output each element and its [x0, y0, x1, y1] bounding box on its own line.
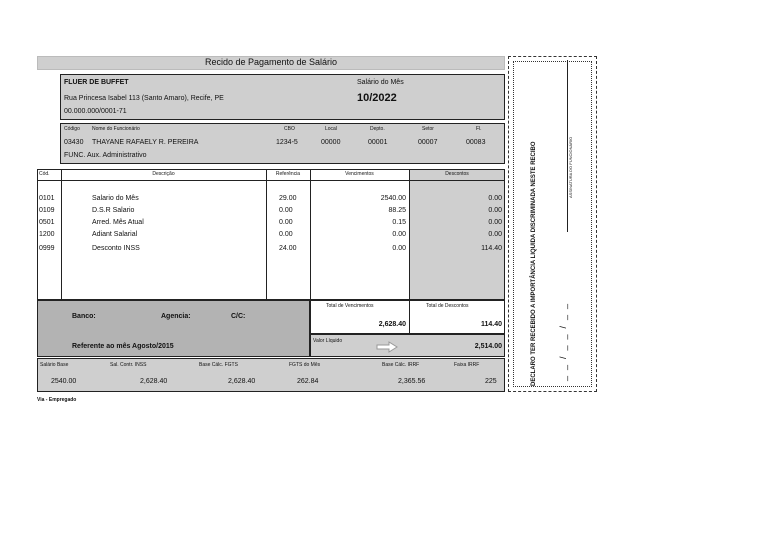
footer-box [37, 358, 505, 392]
company-cnpj: 00.000.000/0001-71 [64, 108, 127, 115]
sal-contr-inss-label: Sal. Contr. INSS [110, 362, 147, 368]
totals-divider [409, 300, 410, 334]
row-referencia: 29.00 [279, 195, 297, 202]
row-descontos: 0.00 [488, 219, 502, 226]
total-vencimentos-label: Total de Vencimentos [326, 303, 374, 309]
row-vencimentos: 0.15 [392, 219, 406, 226]
row-descontos: 0.00 [488, 195, 502, 202]
row-referencia: 0.00 [279, 219, 293, 226]
company-address: Rua Princesa Isabel 113 (Santo Amaro), Recife, PE [64, 95, 224, 102]
valor-liquido-value: 2,514.00 [474, 343, 502, 350]
period-value: 10/2022 [357, 92, 397, 104]
emp-local: 00000 [321, 139, 341, 146]
row-descricao: Adiant Salarial [92, 231, 138, 238]
col-divider-2 [266, 169, 267, 300]
emp-cbo-header: CBO [284, 126, 295, 132]
valor-liquido-label: Valor Líquido [313, 338, 343, 344]
declaration-text: DECLARO TER RECEBIDO A IMPORTÂNCIA LIQUIDA DISCRIMINADA NESTE RECIBO [531, 141, 537, 386]
col-divider-3 [310, 169, 311, 300]
faixa-irrf-label: Faixa IRRF [454, 362, 480, 368]
table-header-divider [37, 180, 505, 181]
emp-setor-header: Setor [422, 126, 434, 132]
col-header-vencimentos: Vencimentos [345, 171, 374, 177]
emp-depto: 00001 [368, 139, 388, 146]
row-descontos: 0.00 [488, 231, 502, 238]
emp-local-header: Local [325, 126, 337, 132]
emp-function: FUNC. Aux. Administrativo [64, 152, 147, 159]
cc-label: C/C: [231, 313, 246, 320]
emp-name-header: Nome do Funcionário [92, 126, 140, 132]
agencia-label: Agencia: [161, 313, 191, 320]
row-vencimentos: 2540.00 [380, 195, 406, 202]
base-calc-irrf-label: Base Cálc. IRRF [382, 362, 420, 368]
emp-name: THAYANE RAFAELY R. PEREIRA [92, 139, 199, 146]
emp-cbo: 1234-5 [276, 139, 298, 146]
receipt-stub-inner [513, 61, 592, 387]
base-calc-fgts-label: Base Cálc. FGTS [199, 362, 238, 368]
row-cod: 0501 [39, 219, 55, 226]
banco-label: Banco: [72, 313, 96, 320]
col-header-descontos: Descontos [445, 171, 469, 177]
sal-contr-inss-value: 2,628.40 [140, 378, 168, 385]
row-vencimentos: 0.00 [392, 231, 406, 238]
base-calc-fgts-value: 2,628.40 [228, 378, 256, 385]
total-descontos-label: Total de Descontos [426, 303, 469, 309]
total-descontos-value: 114.40 [480, 321, 502, 328]
row-referencia: 0.00 [279, 207, 293, 214]
row-cod: 0109 [39, 207, 55, 214]
row-cod: 1200 [39, 231, 55, 238]
total-vencimentos-value: 2,628.40 [378, 321, 406, 328]
page-title: Recido de Pagamento de Salário [204, 57, 338, 67]
emp-code: 03430 [64, 139, 84, 146]
col-header-cod: Cód. [39, 171, 50, 177]
row-referencia: 0.00 [279, 231, 293, 238]
row-descontos: 114.40 [481, 245, 502, 252]
row-cod: 0999 [39, 245, 55, 252]
period-label: Salário do Mês [357, 79, 404, 86]
company-name: FLUER DE BUFFET [64, 79, 129, 86]
row-descricao: Desconto INSS [92, 245, 140, 252]
emp-depto-header: Depto. [370, 126, 385, 132]
date-mark: __/__/__ [558, 297, 568, 381]
col-divider-1 [61, 169, 62, 300]
salario-base-value: 2540.00 [51, 378, 77, 385]
salario-base-label: Salário Base [40, 362, 69, 368]
row-vencimentos: 88.25 [388, 207, 406, 214]
col-header-referencia: Referência [275, 171, 301, 177]
row-referencia: 24.00 [279, 245, 297, 252]
via-label: Via - Empregado [37, 397, 77, 403]
col-header-descricao: Descrição [152, 171, 175, 177]
row-descricao: Salario do Mês [92, 195, 139, 202]
col-divider-4 [409, 169, 410, 300]
emp-fl-header: Fl. [476, 126, 482, 132]
row-cod: 0101 [39, 195, 55, 202]
emp-setor: 00007 [418, 139, 438, 146]
base-calc-irrf-value: 2,365.56 [398, 378, 426, 385]
row-vencimentos: 0.00 [392, 245, 406, 252]
signature-line [567, 60, 568, 232]
referente-text: Referente ao mês Agosto/2015 [72, 343, 174, 350]
row-descontos: 0.00 [488, 207, 502, 214]
emp-fl: 00083 [466, 139, 486, 146]
faixa-irrf-value: 225 [485, 378, 497, 385]
row-descricao: D.S.R Salario [92, 207, 135, 214]
fgts-mes-label: FGTS do Mês [289, 362, 321, 368]
fgts-mes-value: 262.84 [297, 378, 319, 385]
signature-label: ASSINATURA DO FUNCIONÁRIO [568, 136, 573, 198]
row-descricao: Arred. Mês Atual [92, 219, 144, 226]
arrow-right-icon [376, 340, 398, 352]
emp-code-header: Código [64, 126, 80, 132]
